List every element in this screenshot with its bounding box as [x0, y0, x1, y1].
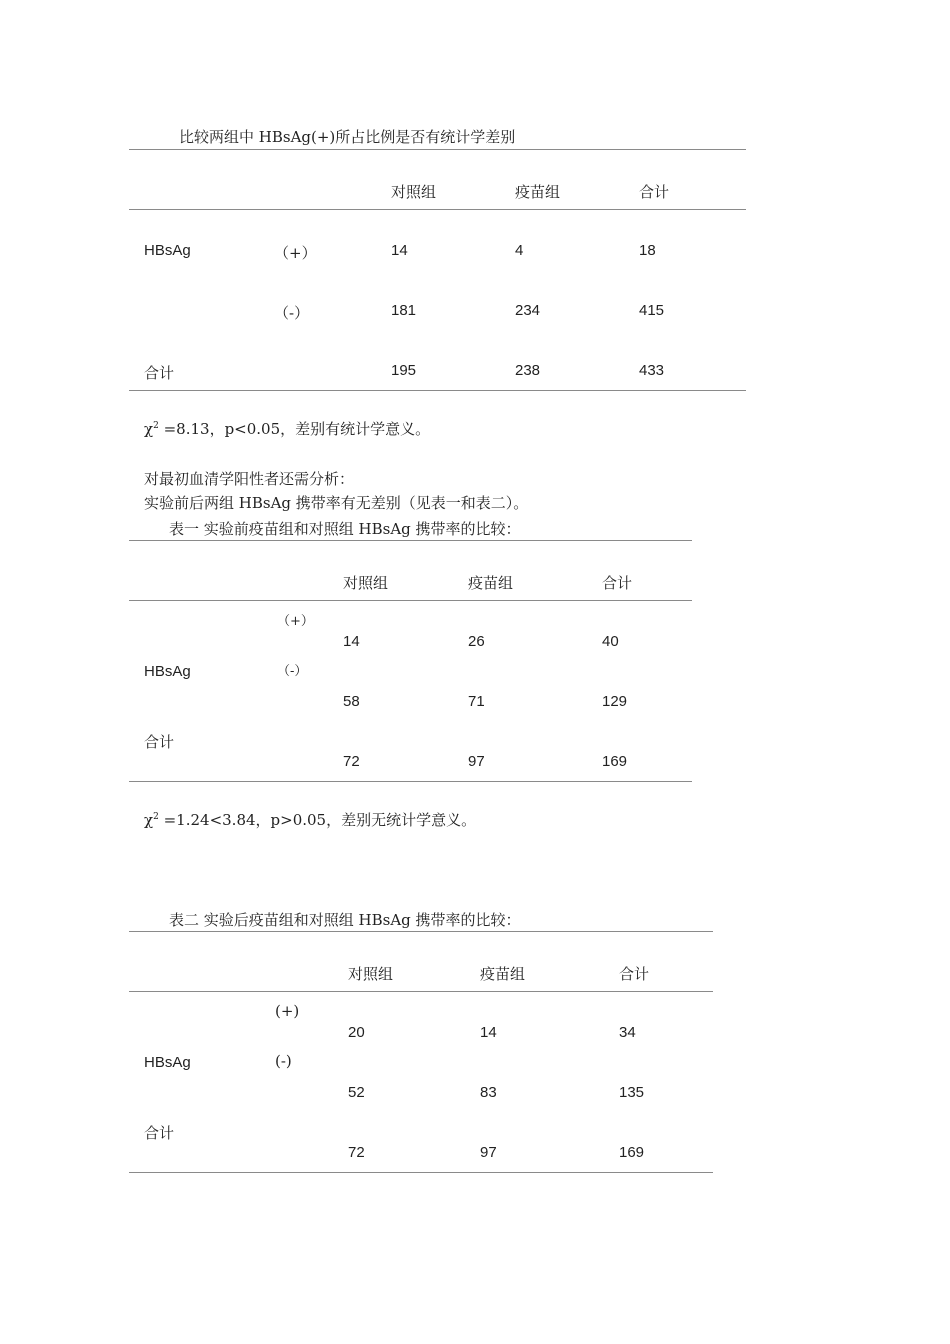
table-3-bottom-rule [129, 1172, 713, 1173]
table-3-header-rule [129, 991, 713, 992]
table-3-pos-total: 34 [619, 1024, 636, 1041]
table-3-neg-vaccine: 83 [480, 1084, 497, 1101]
table-2-caption: 表一 实验前疫苗组和对照组 HBsAg 携带率的比较： [169, 520, 521, 538]
table-1-header-control: 对照组 [391, 183, 437, 201]
table-2-header-vaccine: 疫苗组 [468, 574, 514, 592]
table-2-row-label: HBsAg [144, 663, 191, 680]
table-1-pos-label: （+） [274, 244, 317, 262]
table-3-neg-total: 135 [619, 1084, 645, 1101]
table-3-caption: 表二 实验后疫苗组和对照组 HBsAg 携带率的比较： [169, 911, 521, 929]
table-3-neg-control: 52 [348, 1084, 365, 1101]
table-2-top-rule [129, 540, 692, 541]
table-3-top-rule [129, 931, 713, 932]
table-1-bottom-rule [129, 390, 746, 391]
table-3-pos-label: (+) [275, 1002, 300, 1020]
table-2-neg-total: 129 [602, 693, 628, 710]
note-line-2: 实验前后两组 HBsAg 携带率有无差别（见表一和表二）。 [144, 494, 529, 512]
table-1-pos-control: 14 [391, 242, 408, 259]
table-2-total-vaccine: 97 [468, 753, 485, 770]
table-2-pos-label: （+） [277, 614, 314, 629]
table-3-neg-label: (-) [275, 1052, 292, 1070]
table-1-header-total: 合计 [639, 183, 670, 201]
table-2-bottom-rule [129, 781, 692, 782]
note-line-1: 对最初血清学阳性者还需分析： [144, 470, 355, 488]
table-1-pos-vaccine: 4 [515, 242, 524, 259]
table-2-pos-vaccine: 26 [468, 633, 485, 650]
table-3-total-control: 72 [348, 1144, 365, 1161]
table-3-pos-vaccine: 14 [480, 1024, 497, 1041]
table-1-row-label: HBsAg [144, 242, 191, 259]
table-1-top-rule [129, 149, 746, 150]
table-2-pos-total: 40 [602, 633, 619, 650]
table-2-header-control: 对照组 [343, 574, 389, 592]
table-1-neg-label: （-） [274, 304, 310, 322]
table-1-pos-total: 18 [639, 242, 656, 259]
table-1-total-total: 433 [639, 362, 665, 379]
table-1-total-control: 195 [391, 362, 417, 379]
table-2-header-rule [129, 600, 692, 601]
table-1-neg-vaccine: 234 [515, 302, 541, 319]
table-2-neg-label: （-） [277, 664, 308, 679]
table-3-pos-control: 20 [348, 1024, 365, 1041]
table-1-header-rule [129, 209, 746, 210]
table-2-neg-control: 58 [343, 693, 360, 710]
table-2-total-label: 合计 [144, 733, 175, 751]
result-1: $\chi^2 =8.13$，p<0.05，差别有统计学意义。 [144, 420, 431, 438]
table-2-header-total: 合计 [602, 574, 633, 592]
result-2: $\chi^2 =1.24<3.84$，p>0.05，差别无统计学意义。 [144, 811, 477, 829]
table-3-header-vaccine: 疫苗组 [480, 965, 526, 983]
table-1-header-vaccine: 疫苗组 [515, 183, 561, 201]
table-2-neg-vaccine: 71 [468, 693, 485, 710]
table-3-total-vaccine: 97 [480, 1144, 497, 1161]
table-3-header-control: 对照组 [348, 965, 394, 983]
table-1-neg-total: 415 [639, 302, 665, 319]
table-1-total-label: 合计 [144, 364, 175, 382]
table-2-pos-control: 14 [343, 633, 360, 650]
table-3-header-total: 合计 [619, 965, 650, 983]
table-3-total-total: 169 [619, 1144, 645, 1161]
table-2-total-total: 169 [602, 753, 628, 770]
table-1-caption: 比较两组中 HBsAg(+)所占比例是否有统计学差别 [179, 128, 516, 146]
table-3-row-label: HBsAg [144, 1054, 191, 1071]
table-1-total-vaccine: 238 [515, 362, 541, 379]
table-2-total-control: 72 [343, 753, 360, 770]
table-3-total-label: 合计 [144, 1124, 175, 1142]
table-1-neg-control: 181 [391, 302, 417, 319]
